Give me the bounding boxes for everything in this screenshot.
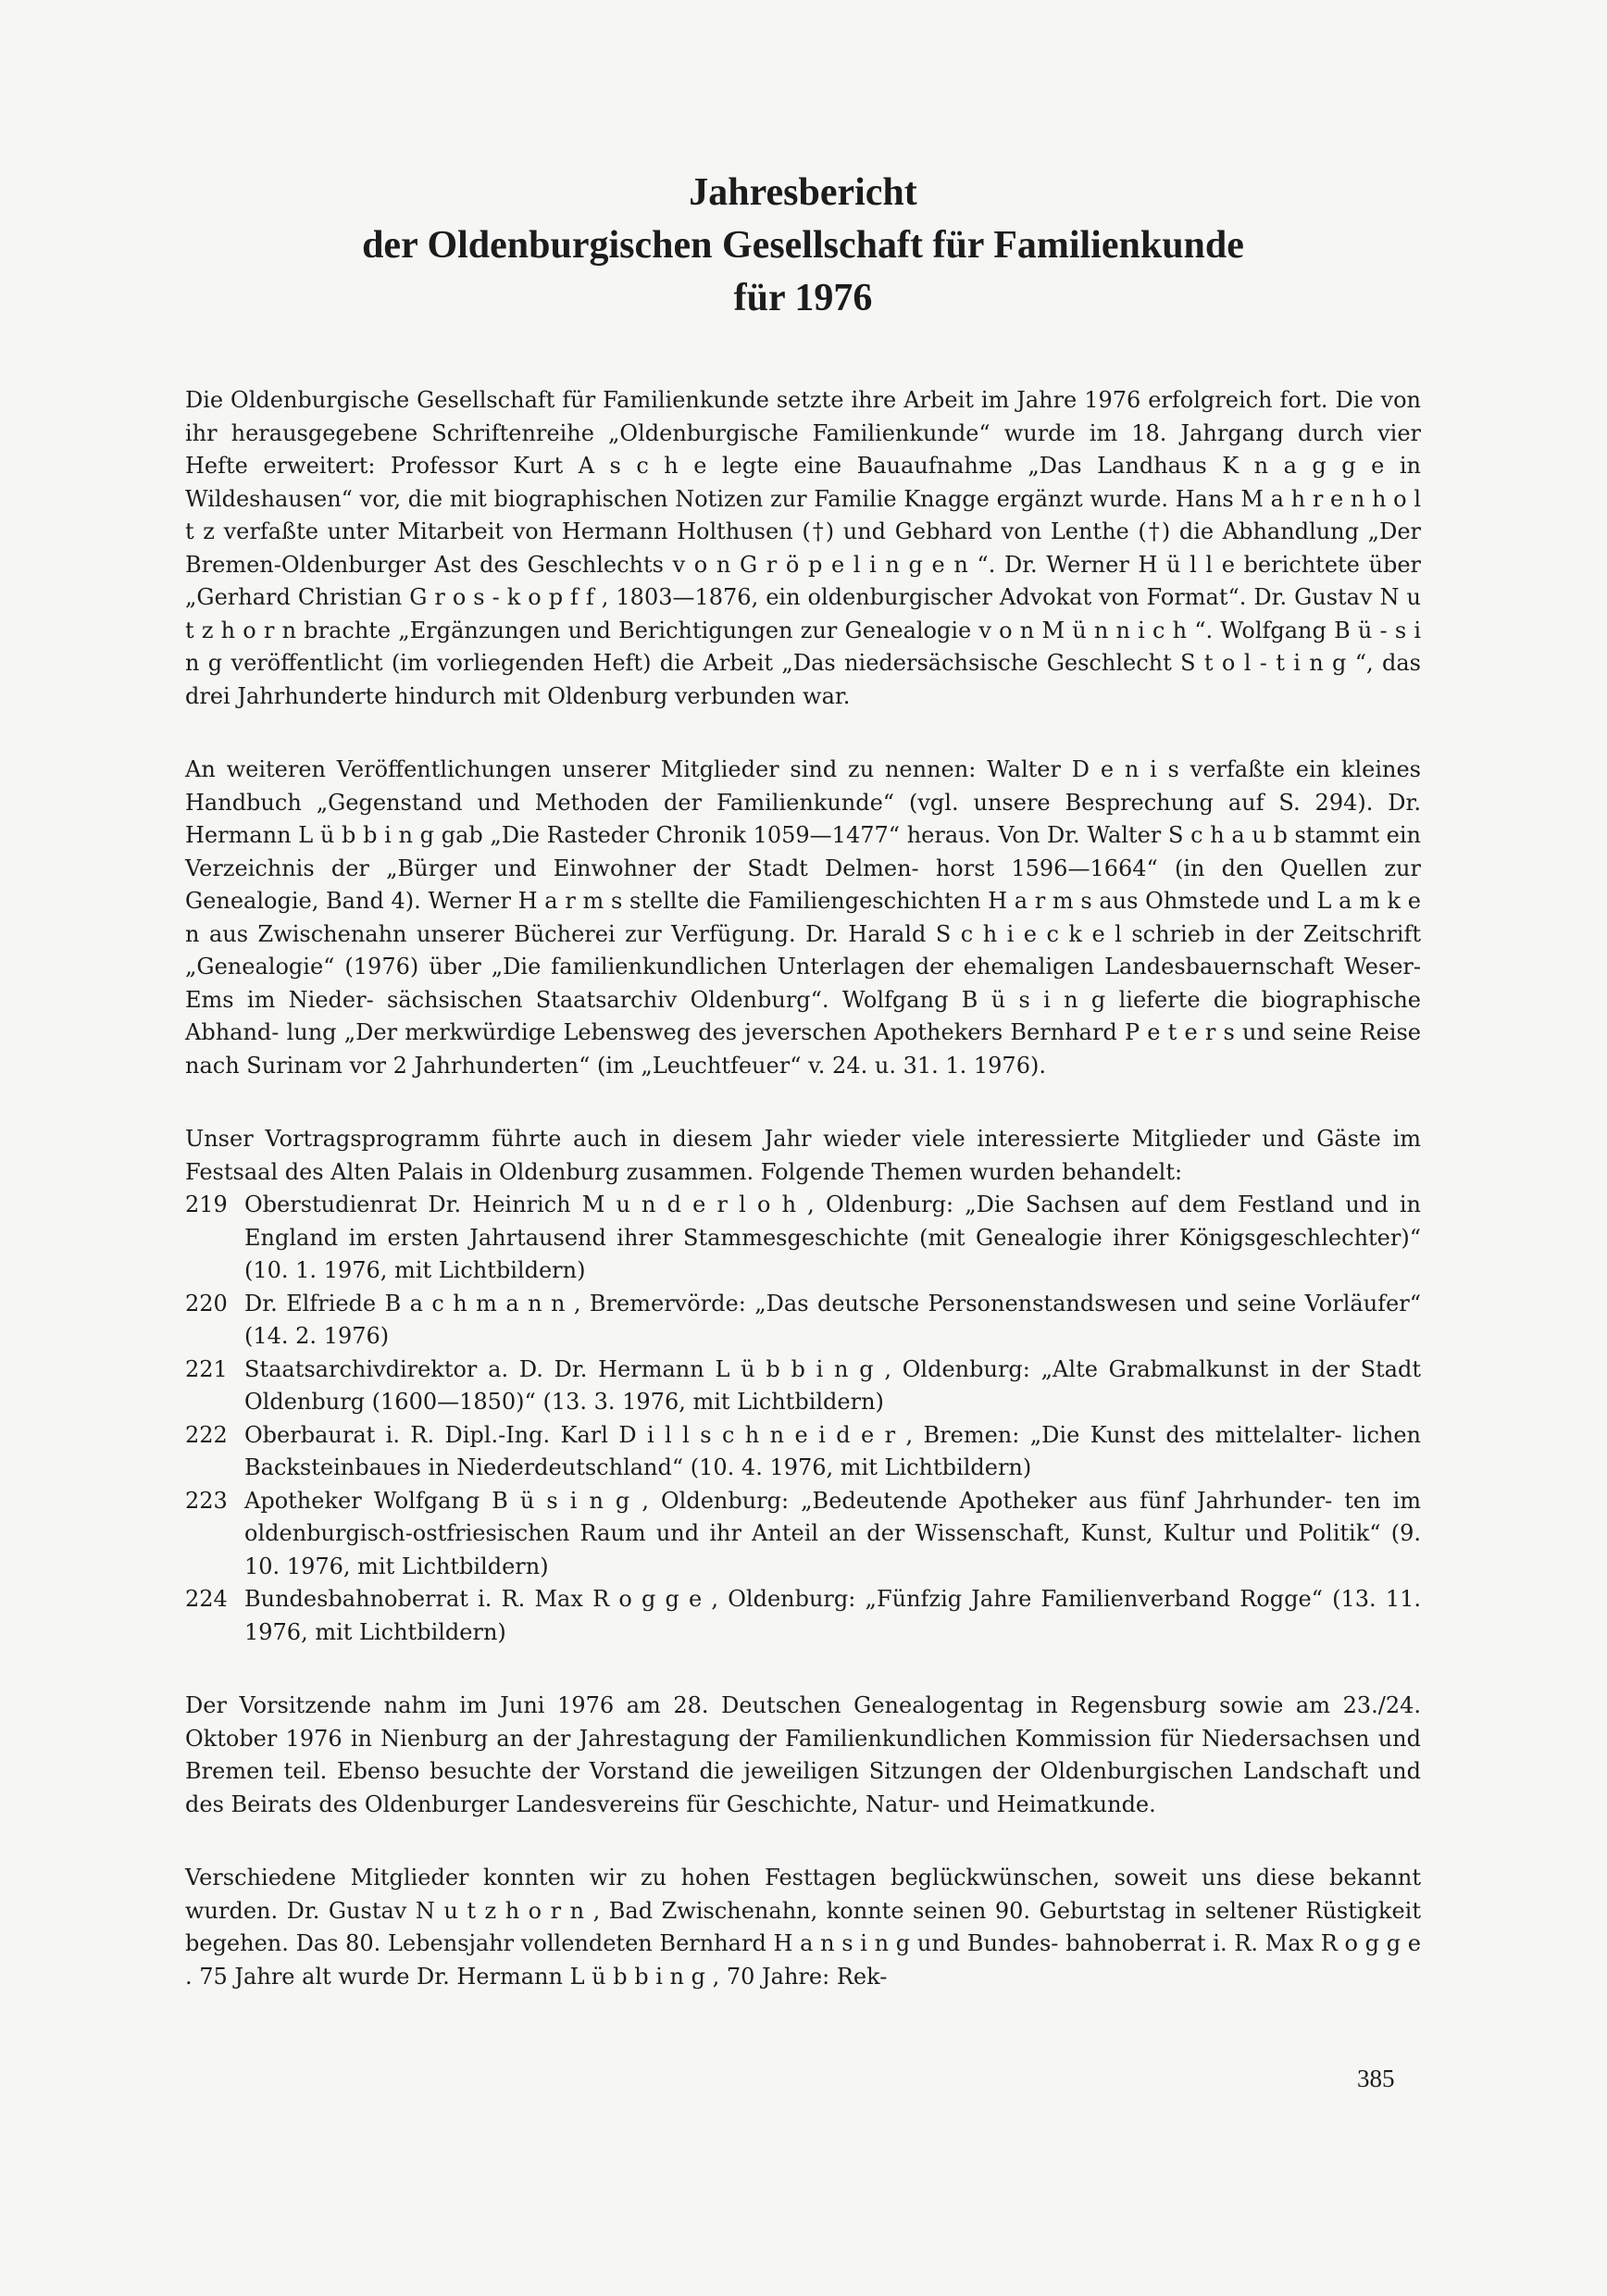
lecture-list [185,1189,1421,1649]
lecture-item [185,1419,1421,1485]
lecture-number: 223 [185,1487,228,1514]
lectures-intro: Unser Vortragsprogramm führte auch in diesem Jahr wieder viele interessierte Mitglieder und Gäste im Festsaal des Alten Palais in Oldenburg zusammen. Folgende Themen wurden behandelt: [185,1126,1421,1185]
page-number: 385 [1357,2065,1395,2092]
paragraph-publications-series: Die Oldenburgische Gesellschaft für Familienkunde setzte ihre Arbeit im Jahre 1976 erfolgreich fort. Die von ihr herausgegebene Schriftenreihe „Oldenburgische Familienkunde“ wurde im 18. Jahrgang durch vier Hefte erweitert: Professor Kurt A s c h e legte eine Bauaufnahme „Das Landhaus K n a g g e in Wildeshausen“ vor, die mit biographischen Notizen zur Familie Knagge ergänzt wurde. Hans M a h r e n h o l t z verfaßte unter Mitarbeit von Hermann Holthusen (†) und Gebhard von Lenthe (†) die Abhandlung „Der Bremen-Oldenburger Ast des Geschlechts v o n G r ö p e l i n g e n “. Dr. Werner H ü l l e berichtete über „Gerhard Christian G r o s - k o p f f , 1803—1876, ein oldenburgischer Advokat von Format“. Dr. Gustav N u t z h o r n brachte „Ergänzungen und Berichtigungen zur Genealogie v o n M ü n n i c h “. Wolfgang B ü - s i n g veröffentlicht (im vorliegenden Heft) die Arbeit „Das niedersächsische Geschlecht S t o l - t i n g “, das drei Jahrhunderte hindurch mit Oldenburg verbunden war. [185,387,1421,709]
title-line-2: der Oldenburgischen Gesellschaft für Familienkunde [362,224,1244,267]
lecture-item [185,1189,1421,1288]
lecture-text: Dr. Elfriede B a c h m a n n , Bremervörde: „Das deutsche Personenstandswesen und seine Vorläufer“ (14. 2. 1976) [244,1290,1421,1349]
lecture-text: Oberbaurat i. R. Dipl.-Ing. Karl D i l l s c h n e i d e r , Bremen: „Die Kunst des mittelalter- lichen Backsteinbaues in Niederdeutschland“ (10. 4. 1976, mit Lichtbildern) [244,1421,1421,1480]
paragraph-member-publications: An weiteren Veröffentlichungen unserer Mitglieder sind zu nennen: Walter D e n i s verfaßte ein kleines Handbuch „Gegenstand und Methoden der Familienkunde“ (vgl. unsere Besprechung auf S. 294). Dr. Hermann L ü b b i n g gab „Die Rasteder Chronik 1059—1477“ heraus. Von Dr. Walter S c h a u b stammt ein Verzeichnis der „Bürger und Einwohner der Stadt Delmen- horst 1596—1664“ (in den Quellen zur Genealogie, Band 4). Werner H a r m s stellte die Familiengeschichten H a r m s aus Ohmstede und L a m k e n aus Zwischenahn unserer Bücherei zur Verfügung. Dr. Harald S c h i e c k e l schrieb in der Zeitschrift „Genealogie“ (1976) über „Die familienkundlichen Unterlagen der ehemaligen Landesbauernschaft Weser-Ems im Nieder- sächsischen Staatsarchiv Oldenburg“. Wolfgang B ü s i n g lieferte die biographische Abhand- lung „Der merkwürdige Lebensweg des jeverschen Apothekers Bernhard P e t e r s und seine Reise nach Surinam vor 2 Jahrhunderten“ (im „Leuchtfeuer“ v. 24. u. 31. 1. 1976). [185,756,1421,1079]
lecture-number: 221 [185,1355,228,1382]
lecture-item [185,1288,1421,1354]
lecture-text: Staatsarchivdirektor a. D. Dr. Hermann L ü b b i n g , Oldenburg: „Alte Grabmalkunst in der Stadt Oldenburg (1600—1850)“ (13. 3. 1976, mit Lichtbildern) [244,1355,1421,1415]
paragraph-conferences: Der Vorsitzende nahm im Juni 1976 am 28. Deutschen Genealogentag in Regensburg sowie am 23./24. Oktober 1976 in Nienburg an der Jahrestagung der Familienkundlichen Kommission für Niedersachsen und Bremen teil. Ebenso besuchte der Vorstand die jeweiligen Sitzungen der Oldenburgischen Landschaft und des Beirats des Oldenburger Landesvereins für Geschichte, Natur- und Heimatkunde. [185,1692,1421,1817]
lecture-number: 224 [185,1586,228,1612]
page-content [185,167,1421,2034]
lecture-item [185,1583,1421,1649]
page-title [185,167,1421,325]
title-line-1: Jahresbericht [689,171,917,214]
lecture-number: 220 [185,1290,228,1316]
paragraph-anniversaries: Verschiedene Mitglieder konnten wir zu hohen Festtagen beglückwünschen, soweit uns diese bekannt wurden. Dr. Gustav N u t z h o r n , Bad Zwischenahn, konnte seinen 90. Geburtstag in seltener Rüstigkeit begehen. Das 80. Lebensjahr vollendeten Bernhard H a n s i n g und Bundes- bahnoberrat i. R. Max R o g g e . 75 Jahre alt wurde Dr. Hermann L ü b b i n g , 70 Jahre: Rek- [185,1865,1421,1990]
lecture-text: Oberstudienrat Dr. Heinrich M u n d e r l o h , Oldenburg: „Die Sachsen auf dem Festland und in England im ersten Jahrtausend ihrer Stammesgeschichte (mit Genealogie ihrer Königsgeschlechter)“ (10. 1. 1976, mit Lichtbildern) [244,1192,1421,1283]
lecture-text: Apotheker Wolfgang B ü s i n g , Oldenburg: „Bedeutende Apotheker aus fünf Jahrhunder- ten im oldenburgisch-ostfriesischen Raum und ihr Anteil an der Wissenschaft, Kunst, Kultur und Politik“ (9. 10. 1976, mit Lichtbildern) [244,1487,1421,1579]
lecture-item [185,1485,1421,1584]
title-line-3: für 1976 [733,277,873,319]
lecture-item [185,1354,1421,1419]
lecture-number: 222 [185,1421,228,1448]
lecture-number: 219 [185,1192,228,1217]
lecture-text: Bundesbahnoberrat i. R. Max R o g g e , Oldenburg: „Fünfzig Jahre Familienverband Rogge“ (13. 11. 1976, mit Lichtbildern) [244,1586,1421,1645]
